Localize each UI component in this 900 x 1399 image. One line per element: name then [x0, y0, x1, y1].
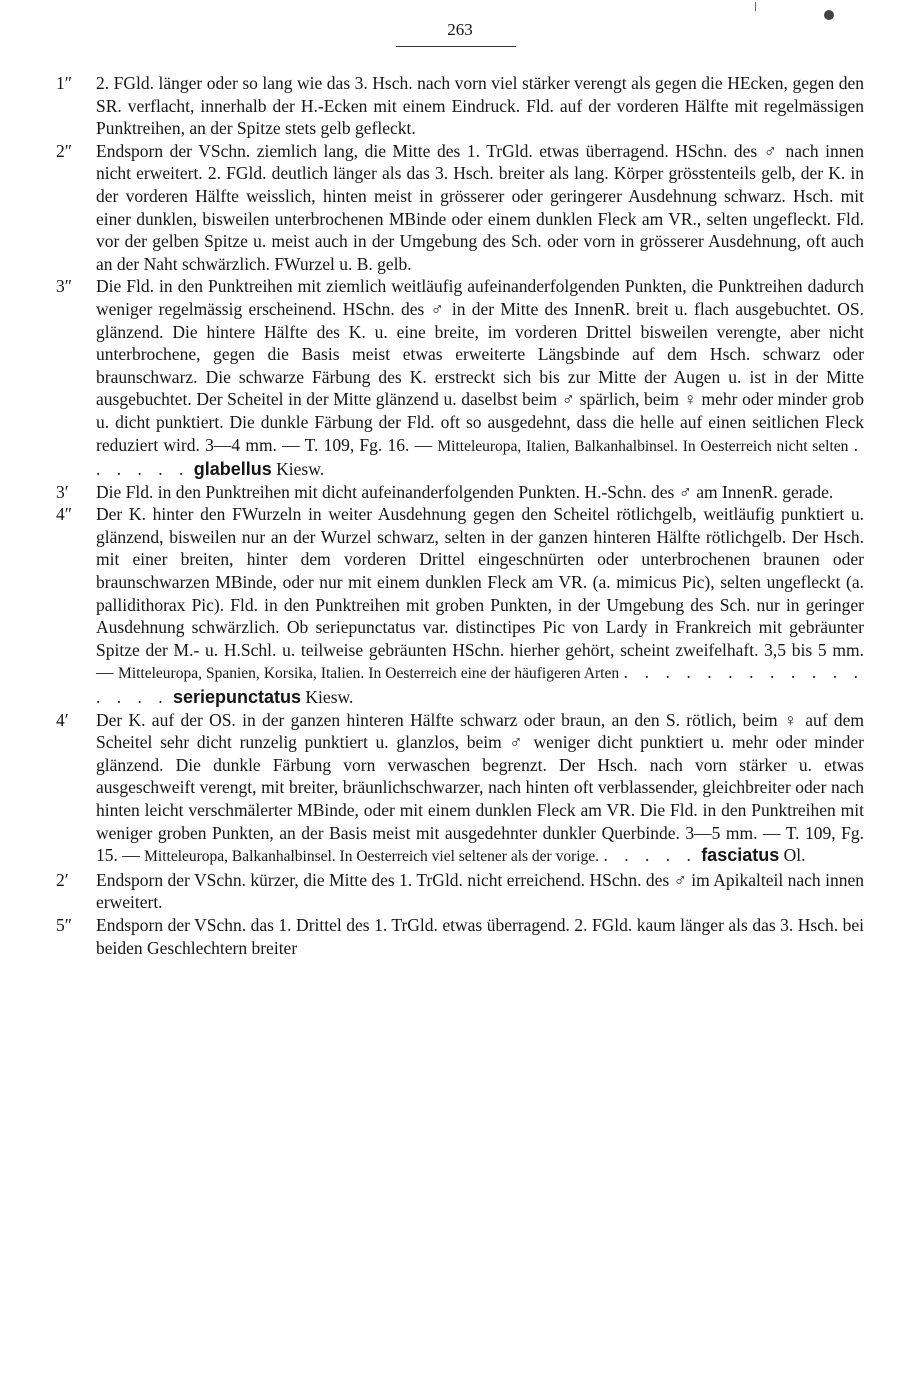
entry-text: 2. FGld. länger oder so lang wie das 3. Hsch. nach vorn viel stärker verengt als gegen die HEcken, gegen den SR. verflacht, innerhalb der H.-Ecken mit einem Eindruck. Fld. auf der vorderen Hälfte mit regelmässigen Punktreihen, an der Spitze stets gelb gefleckt.: [96, 73, 864, 139]
couplet-number: 5″: [56, 914, 73, 935]
entry-text: Endsporn der VSchn. das 1. Drittel des 1. TrGld. etwas überragend. 2. FGld. kaum länger als das 3. Hsch. bei beiden Geschlechtern breiter: [96, 914, 864, 958]
couplet-number: 4′: [56, 709, 69, 730]
key-entry: [56, 869, 864, 914]
entry-text: Die Fld. in den Punktreihen mit dicht aufeinanderfolgenden Punkten. H.-Schn. des ♂ am InnenR. gerade.: [96, 481, 834, 502]
species-author: Kiesw.: [276, 459, 325, 480]
couplet-number: 2′: [56, 869, 69, 890]
book-page: [56, 0, 864, 1399]
couplet-number: 4″: [56, 504, 73, 525]
entry-description: Der K. auf der OS. in der ganzen hinteren Hälfte schwarz oder braun, an den S. rötlich, beim ♀ auf dem Scheitel sehr dicht runzelig punktiert u. glanzlos, beim ♂ weniger dicht punktiert u. mehr oder minder glänzend. Die dunkle Färbung vorn verwaschen begrenzt. Der Hsch. nach vorn stärker u. etwas ausgeschweift verengt, mit breiter, bräunlichschwarzer, nach hinten oft verblassender, gleichbreiter oder nach hinten leicht verschmälerter MBinde, oder mit einem dunklen Fleck am VR. Die Fld. in den Punktreihen mit weniger groben Punkten, an der Basis meist mit ausgedehnter dunkler Querbinde. 3—5 mm. — T. 109, Fg. 15. —: [96, 709, 864, 866]
couplet-number: 3″: [56, 276, 73, 297]
key-entry: [56, 481, 864, 504]
entry-text: [96, 275, 864, 480]
species-author: Ol.: [783, 845, 806, 866]
ink-spot: [824, 10, 834, 20]
page-number: 263: [447, 20, 473, 39]
entry-description: Der K. hinter den FWurzeln in weiter Ausdehnung gegen den Scheitel rötlichgelb, weitläufig punktiert u. glänzend, bisweilen nur an der Wurzel schwarz, selten in der ganzen hinteren Hälfte rötlichgelb. Der Hsch. mit einer breiten, hinter dem vorderen Drittel eingeschnürten oder unterbrochenen braunen oder braunschwarzen MBinde, oder nur mit einem dunklen Fleck am VR. (a. mimicus Pic), selten ungefleckt (a. pallidithorax Pic). Fld. in den Punktreihen mit groben Punkten, in der Umgebung des Sch. nur in geringer Ausdehnung schwärzlich. Ob seriepunctatus var. distinctipes Pic von Lardy in Frankreich mit gebräunter Spitze der M.- u. H.Schl. u. teilweise gebräunten HSchn. hierher gehört, scheint zweifelhaft. 3,5 bis 5 mm. —: [96, 504, 864, 683]
header-rule: [396, 46, 516, 47]
key-entry: [56, 709, 864, 869]
couplet-number: 2″: [56, 140, 73, 161]
distribution: Mitteleuropa, Spanien, Korsika, Italien. In Oesterreich eine der häufigeren Arten: [118, 665, 620, 683]
species-name: fasciatus: [701, 845, 780, 866]
key-entry: [56, 914, 864, 959]
couplet-number: 1″: [56, 73, 73, 93]
key-entry: [56, 275, 864, 480]
leader-dots: . . . . . . . . . . . . . . . .: [96, 662, 864, 708]
species-name: glabellus: [193, 459, 272, 480]
entry-text: [96, 503, 864, 708]
leader-dots: . . . . . .: [96, 434, 865, 480]
couplet-number: 3′: [56, 481, 69, 502]
key-entry: [56, 72, 864, 140]
distribution: Mitteleuropa, Balkanhalbinsel. In Oesterreich viel seltener als der vorige.: [144, 848, 600, 866]
entry-text: [96, 709, 864, 869]
key-entry: [56, 140, 864, 276]
entry-text: Endsporn der VSchn. ziemlich lang, die Mitte des 1. TrGld. etwas überragend. HSchn. des ♂ nach innen nicht erweitert. 2. FGld. deutlich länger als das 3. Hsch. breiter als lang. Körper grösstenteils gelb, der K. in der vorderen Hälfte weisslich, hinten meist in grösserer oder geringerer Ausdehnung schwarz. Hsch. mit einer dunklen, bisweilen unterbrochenen MBinde oder einem dunklen Fleck am VR., selten ungefleckt. Fld. vor der gelben Spitze u. meist auch in der Umgebung des Sch. oder vorn in grösserer Ausdehnung, oft auch an der Naht schwärzlich. FWurzel u. B. gelb.: [96, 140, 864, 274]
entry-text: Endsporn der VSchn. kürzer, die Mitte des 1. TrGld. nicht erreichend. HSchn. des ♂ im Apikalteil nach innen erweitert.: [96, 869, 864, 913]
species-author: Kiesw.: [305, 687, 354, 708]
distribution: Mitteleuropa, Italien, Balkanhalbinsel. In Oesterreich nicht selten: [437, 437, 849, 455]
leader-dots: . . . . .: [603, 845, 697, 866]
species-name: seriepunctatus: [173, 687, 302, 708]
entry-description: Die Fld. in den Punktreihen mit ziemlich weitläufig aufeinanderfolgenden Punkten, die Punktreihen dadurch weniger regelmässig erscheinend. HSchn. des ♂ in der Mitte des InnenR. breit u. flach ausgebuchtet. OS. glänzend. Die hintere Hälfte des K. u. eine breite, im vorderen Drittel bisweilen verengte, aber nicht unterbrochene, gegen die Basis meist etwas erweiterte Längsbinde auf dem Hsch. schwarz oder braunschwarz. Die schwarze Färbung des K. erstreckt sich bis zur Mitte der Augen u. ist in der Mitte ausgebuchtet. Der Scheitel in der Mitte glänzend u. daselbst beim ♂ spärlich, beim ♀ mehr oder minder grob u. dicht punktiert. Die dunkle Färbung der Fld. oft so ausgedehnt, dass die helle auf einen seitlichen Fleck reduziert wird. 3—4 mm. — T. 109, Fg. 16. —: [96, 276, 864, 455]
key-entries: [56, 72, 864, 959]
key-entry: [56, 503, 864, 708]
margin-mark: [755, 2, 756, 11]
